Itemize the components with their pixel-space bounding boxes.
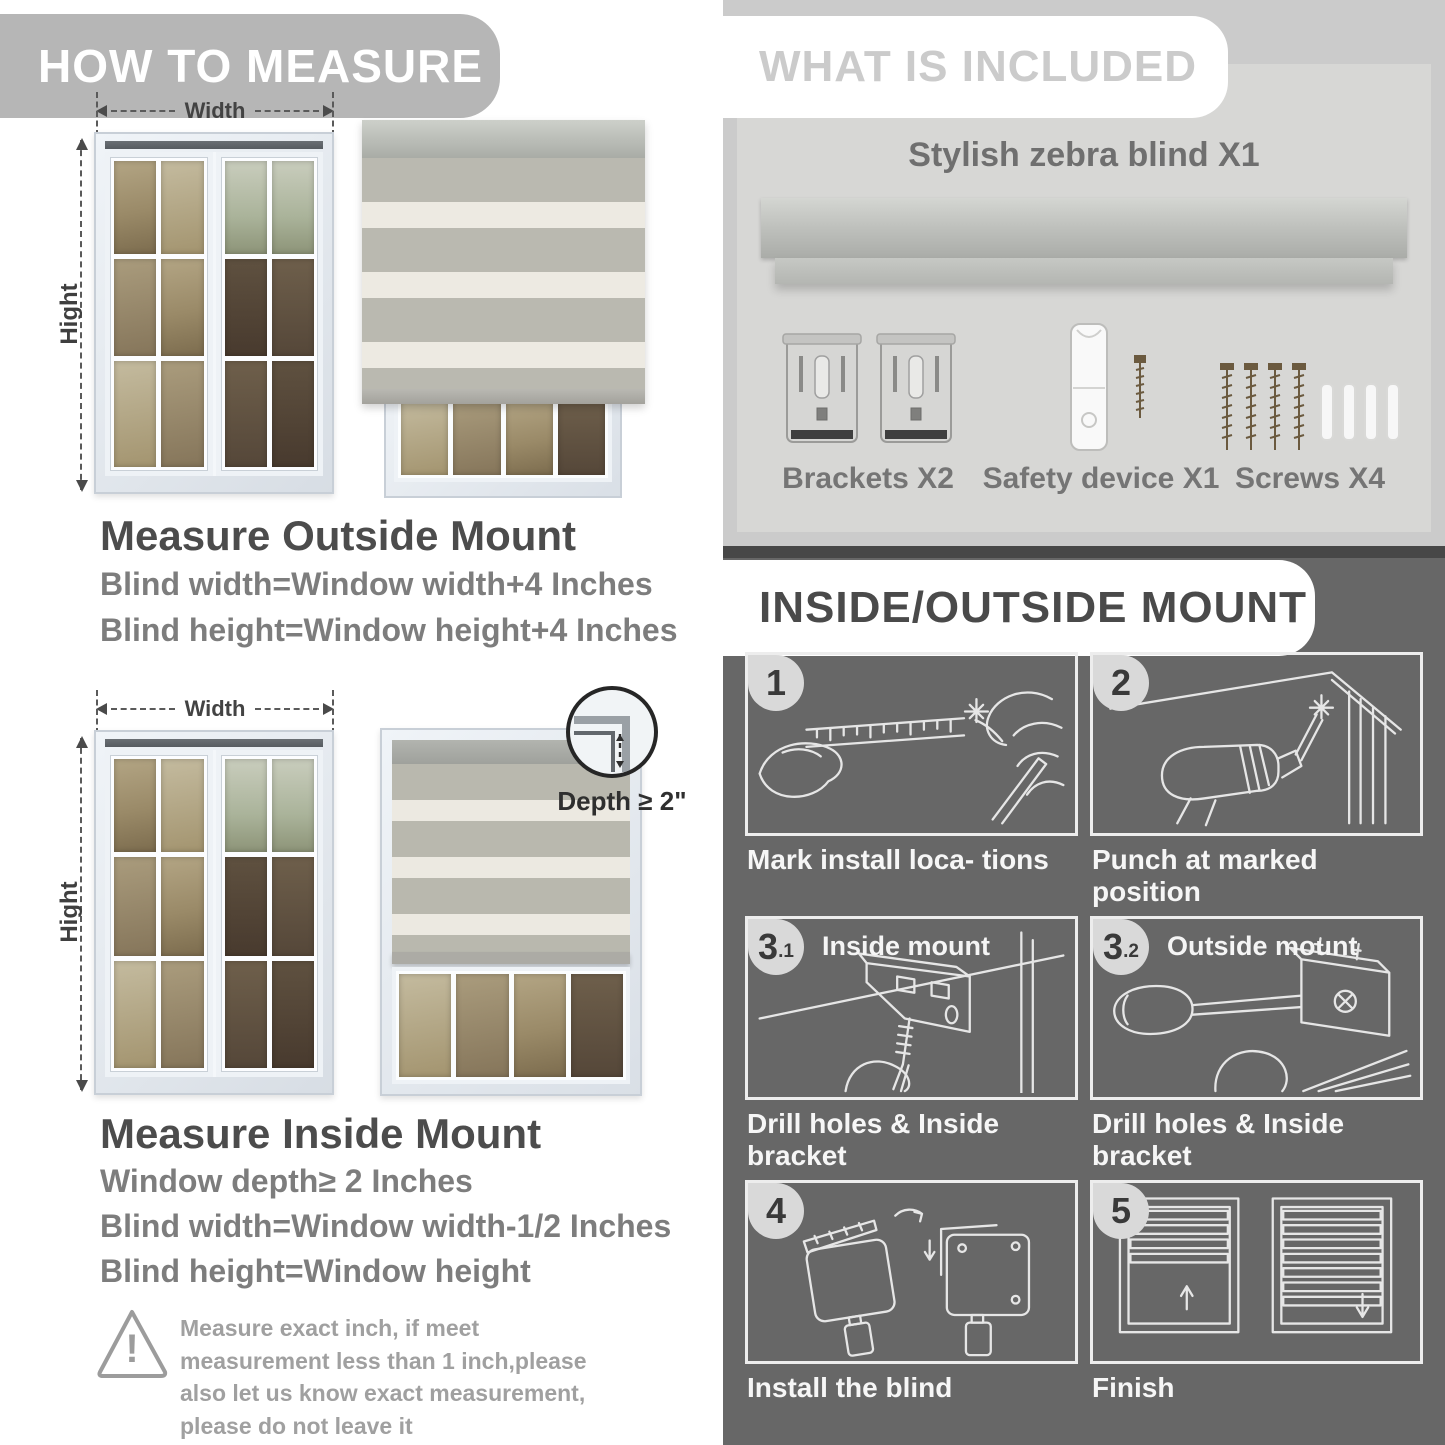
screws-illustration	[1215, 362, 1405, 458]
arrow-down-icon	[76, 1080, 88, 1092]
step-3-2-panel	[1090, 916, 1423, 1100]
brackets-label: Brackets X2	[782, 462, 954, 495]
warning-triangle-icon	[92, 1306, 172, 1382]
arrow-down-icon	[76, 480, 88, 492]
depth-label: Depth ≥ 2"	[557, 786, 687, 816]
outside-rule-1: Blind width=Window width+4 Inches	[100, 566, 653, 602]
step-4-caption: Install the blind	[747, 1372, 953, 1403]
height-label: Hight	[56, 881, 83, 943]
step-5-number-badge: 5	[1093, 1183, 1149, 1239]
safety-device-label: Safety device X1	[982, 462, 1220, 495]
what-is-included-header: WHAT IS INCLUDED	[711, 16, 1228, 118]
zebra-blind-outside-illustration	[362, 120, 645, 404]
window-top-rail	[105, 141, 323, 149]
step-3-1-caption: Drill holes & Inside bracket	[747, 1108, 1000, 1171]
window-illustration-inside	[94, 730, 334, 1095]
step-2-number-badge: 2	[1093, 655, 1149, 711]
width-label: Width	[184, 696, 246, 721]
what-is-included-section	[723, 0, 1445, 546]
included-blind-title: Stylish zebra blind X1	[908, 136, 1260, 174]
blind-bottom-rail	[392, 952, 630, 964]
dimension-tick	[332, 690, 334, 734]
window-lower-panes	[392, 967, 630, 1084]
dimension-tick	[96, 690, 98, 734]
zebra-blind-inside-illustration	[380, 728, 642, 1096]
inside-rule-3: Blind height=Window height	[100, 1253, 531, 1289]
step-3-2	[1090, 916, 1423, 1172]
step-1	[745, 652, 1078, 908]
outside-rule-2: Blind height=Window height+4 Inches	[100, 612, 678, 648]
step-3-1-number-badge: 3 .1	[748, 919, 804, 975]
step-2	[1090, 652, 1423, 908]
step-2-panel	[1090, 652, 1423, 836]
outside-mount-title: Measure Outside Mount	[100, 512, 577, 559]
step-4	[745, 1180, 1078, 1404]
step-4-number-badge: 4	[748, 1183, 804, 1239]
window-right-sash	[216, 750, 324, 1077]
step-5-caption: Finish	[1092, 1372, 1175, 1403]
step-3-1-inner-label: Inside mount	[822, 931, 990, 961]
installation-steps	[745, 652, 1423, 1404]
inside-outside-mount-section	[723, 546, 1445, 1445]
inside-rule-1: Window depth≥ 2 Inches	[100, 1163, 473, 1199]
inside-mount-title: Measure Inside Mount	[100, 1110, 542, 1157]
brackets-illustration	[781, 330, 957, 454]
window-illustration-outside	[94, 132, 334, 494]
screws-label: Screws X4	[1234, 462, 1386, 495]
blind-stripes	[362, 158, 645, 389]
blind-headrail-lip	[775, 258, 1393, 284]
step-2-caption: Punch at marked position	[1092, 844, 1318, 907]
safety-device-illustration	[1053, 322, 1173, 456]
step-5	[1090, 1180, 1423, 1404]
arrow-up-icon	[76, 138, 88, 150]
step-4-panel	[745, 1180, 1078, 1364]
step-3-2-inner-label: Outside mount	[1167, 931, 1358, 961]
step-3-2-number-badge: 3 .2	[1093, 919, 1149, 975]
inside-rule-2: Blind width=Window width-1/2 Inches	[100, 1208, 672, 1244]
outside-width-dimension	[96, 100, 334, 122]
step-3-2-caption: Drill holes & Inside bracket	[1092, 1108, 1345, 1171]
step-3-1-panel	[745, 916, 1078, 1100]
inside-width-dimension	[96, 698, 334, 720]
step-3-1	[745, 916, 1078, 1172]
blind-headrail-illustration	[761, 198, 1407, 258]
warning-text: Measure exact inch, if meet measurement less than 1 inch,please also let us know exact measurement, please do not leave it	[180, 1315, 587, 1439]
dimension-tick	[96, 92, 98, 136]
window-under-blind	[384, 394, 622, 498]
blind-headrail	[362, 120, 645, 158]
step-1-number-badge: 1	[748, 655, 804, 711]
arrow-up-icon	[76, 736, 88, 748]
window-left-sash	[105, 152, 213, 476]
height-label: Hight	[56, 283, 83, 345]
window-left-sash	[105, 750, 213, 1077]
window-right-sash	[216, 152, 324, 476]
depth-magnifier-icon	[566, 686, 658, 778]
window-top-rail	[105, 739, 323, 747]
width-label: Width	[184, 98, 246, 123]
dimension-tick	[332, 92, 334, 136]
step-1-caption: Mark install loca- tions	[747, 844, 1049, 875]
how-to-measure-header: HOW TO MEASURE	[0, 14, 500, 118]
warning-exclamation: !	[125, 1327, 139, 1371]
inside-outside-mount-header: INSIDE/OUTSIDE MOUNT	[711, 560, 1315, 656]
blind-bottom-rail	[362, 389, 645, 404]
step-5-panel	[1090, 1180, 1423, 1364]
step-1-panel	[745, 652, 1078, 836]
